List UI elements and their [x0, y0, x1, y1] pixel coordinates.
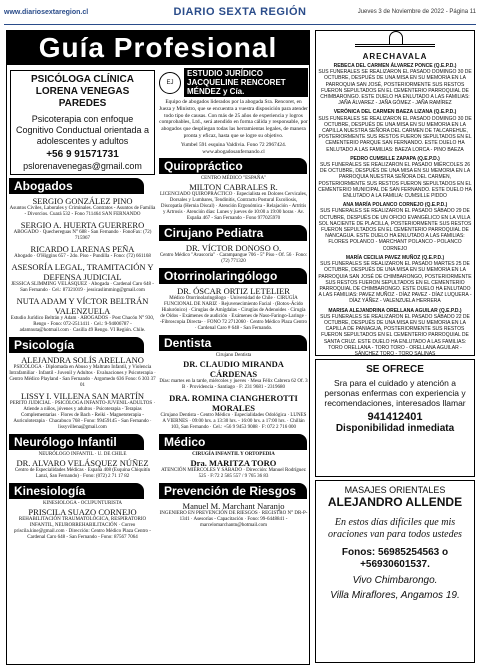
section-psicologia: Psicología — [9, 337, 144, 353]
header-rule — [4, 24, 476, 25]
lawyer-entry: RICARDO LARENAS PEÑA Abogado · O'Higgins 657 - 2do. Piso - Pundilla - Fono: (72) 661168 — [14, 244, 151, 259]
psychologist-desc: Psicoterapia con enfoque Cognitivo Conductual orientada a adolescentes y adultos — [15, 114, 150, 146]
law-firm-header — [159, 68, 308, 97]
obituary-entry: PEDRO CUMSILLE ZAPAPA (Q.E.P.D.) SUS FUNERALES SE REALIZARON EL PASADO MIÉRCOLES 26 DE OCTUBRE, DESPUÉS DE UNA MISA EN SU MEMORIA EN LA PARROQUIA NUESTRA SEÑORA DEL CARMEN, POSTERIORMENTE SUS RESTOS FUERON SEPULTADOS EN EL CEMENTERIO MUNICIPAL DE SAN FERNANDO. ESTE DUELO HA ENLUTADO A LA FAMILIA: CUMSILLE PIDDO — [318, 155, 472, 200]
site-url[interactable]: www.diariosextaregion.cl — [4, 9, 89, 16]
risk-prevention-entry: Manuel M. Marchant Naranjo INGENIERO EN PREVENCIÓN DE RIESGOS · REGISTRO N° DR-P-1341 · Asesorías - Capacitación · Fono: 99-6448841 - marcelomarchantn@hotmail.com — [159, 501, 308, 529]
section-medico: Médico — [159, 434, 307, 450]
obituary-entry: VERÓNICA DEL CARMEN BAEZA LIZANA (Q.E.P.D.) SUS FUNERALES SE REALIZARON EL PASADO DOMINGO 30 DE OCTUBRE, DESPUÉS DE UNA MISA EN SU MEMORIA EN LA CAPILLA NUESTRA SEÑORA DEL CARMEN DE TALCAREHUE, POSTERIORMENTE SUS RESTOS FUERON SEPULTADOS EN EL CEMENTERIO PARQUE SAN FERNANDO. ESTE DUELO HA ENLUTADO A LAS FAMILIAS: BAEZA LORCA - PINO BAEZA — [318, 109, 472, 153]
section-neurologo: Neurólogo Infantil — [9, 434, 144, 450]
psychology-entry: LISSY I. VILLENA SAN MARTÍN PERITO JUDICIAL · PSICÓLOGA INFANTO-JUVENIL-ADULTOS · Atiende a niños, jóvenes y adultos · Psicoterapia - Terapias Complementarias · Flores de Bach - Reiki - Magnetoterapia - Auriculoterapia · Chacabuco 768 - Fono: 99459145 - San Fernando · lissyvillena@gmail.com — [9, 391, 156, 430]
offer-heading: SE OFRECE — [366, 364, 424, 375]
law-firm-contact: Yumbel 591 esquina Valdivia. Fono 72 2967424. www.abogadosanfernando.cl — [180, 141, 287, 155]
doctor-entry: CIRUGÍA INFANTIL Y ORTOPEDIA Dra. MARITZA TORO ATENCIÓN MIÉRCOLES Y SÁBADO · Dirección: Manuel Rodríguez 525 · F:72 2 585 557 / 9 765 36 83 — [161, 452, 306, 480]
neurologist-entry: NEURÓLOGO INFANTIL · U. DE CHILE DR. ALVARO VELÁSQUEZ NÚÑEZ Centro de Especialidades Médicas · España 408 (Esquina Chiquitín Lanzi, San Fernando) · Fono: (072) 2 71 17 82 — [14, 452, 151, 479]
massage-address: Villa Miraflores, Angamos 19. — [330, 590, 460, 601]
obituaries — [315, 30, 475, 356]
kinesiology-entry: KINESIOLOGA - OCUPUNTURISTA PRISCILA SUAZO CORNEJO REHABILITACIÓN TRAUMATOLÓGICA, RESPIRATORIO INFANTIL, NEURORREHABILITACIÓN · Correo priscila.kine@gmail.com · Dirección: Centro Médico Plaza Centro - Cardenal Caro 648 - San Fernando - Fono: 87567 7064 — [14, 501, 151, 540]
obituary-entry: REBECA DEL CARMEN ÁLVAREZ PONCE (Q.E.P.D.) SUS FUNERALES SE REALIZARON EL PASADO DOMINGO 30 DE OCTUBRE, DESPUÉS DE UNA MISA EN SU MEMORIA EN LA PARROQUIA SAN JOSÉ, POSTERIORMENTE SUS RESTOS FUERON SEPULTADOS EN EL CEMENTERIO PARROQUIAL DE CHIMBARONGO. ESTE DUELO HA ENLUTADO A LAS FAMILIAS: JAÑA ÁLVAREZ - JAÑA GÓMEZ - JAÑA RAMÍREZ — [318, 63, 472, 107]
psychologist-phone: +56 9 91571731 — [46, 149, 119, 160]
massage-ad — [315, 480, 475, 663]
law-firm-name: ESTUDIO JURÍDICO JACQUELINE RENCORET MÉNDEZ y Cía. — [184, 68, 308, 97]
offer-phone: 941412401 — [367, 411, 423, 423]
guide-right-column — [159, 68, 308, 662]
offer-body: Sra para el cuidado y atención a personas enfermas con experiencia y recomendaciones, interesados llamar — [324, 378, 466, 408]
professional-guide — [6, 30, 310, 665]
law-firm-logo: EJ — [159, 72, 181, 94]
service-offer-ad — [315, 359, 475, 477]
guide-title: Guía Profesional — [7, 31, 309, 65]
section-dentista: Dentista — [159, 335, 307, 351]
obituary-entry: MARISA ALEJANDRINA ORELLANA AGUILAR (Q.E.P.D.) SUS FUNERALES SE REALIZARON EL PASADO SÁBADO 22 DE OCTUBRE, DESPUÉS DE UNA MISA EN SU MEMORIA EN LA CAPILLA DE PANIAGUA, POSTERIORMENTE SUS RESTOS FUERON SEPULTADOS EN EL CEMENTERIO PARROQUIAL DE SANTA CRUZ. ESTE DUELO HA ENLUTADO A LAS FAMILIAS: TORO ORELLANA - TORO TORO - ORELLANA AGUILAR - SÁNCHEZ TORO - TORO SALINAS — [320, 307, 470, 356]
lawyer-entry: SERGIO A. HUERTA GUERRERO ABOGADO · Quechereguas N° 688 - San Fernando · FonoFax: (72) 715967 — [13, 220, 152, 241]
dentist-entry: DRA. ROMINA CIANGHEROTTI MORALES Cirujano Dentista - Centro Médico · Especialidades Odológica · LUNES A VIERNES · 09:00 hrs. a 13:30 hrs. - 16:00 hrs. a 17:00 hrs. · Chillán 103, San Fernando · Cel.: +56 9 9453 9088 · F: 072 2 716 000 — [160, 393, 307, 431]
psychologist-email: pslorenavenegas@gmail.com — [23, 161, 142, 171]
pediatric-surgeon-entry: DR. VÍCTOR DONOSO O. Centro Médico "Avascoria" · Carampangue 706 - 5° Piso - Of. 56 · Fono: (72) 771320 — [159, 243, 308, 265]
right-sidebar — [315, 30, 475, 665]
chiropractor-entry: CENTRO MÉDICO "ESPAÑA" MILTON CABRALES R. LICENCIADO QUIROPRÁCTICO · Especialista en Dolores Cervicales, Dorsales y Lumbares, Tendinitis, Contractu Postural Escoliosis, Discopatía (Hernia Discal) · Atención Ergonómica - Relajación - Artritis y Artrosis · Atención días: Lunes y jueves de 10:00 a 19:00 horas · Av. España 467 - San Fernando - Fono 977025970 — [159, 176, 308, 222]
ent-doctor-entry: DR. ÓSCAR ORTIZ LETELIER Médico Otorrinolaringólogo · Universidad de Chile · CIRUGÍA FUNCIONAL DE NARIZ · Rejuvenecimiento Facial · (Botox-Ácido Hialurónico) · Cirugías de Amígdalas - Cirugías de Adenoides · Cirugía de Oídos - Exámenes de audición · Exámenes de Naso-Faringo-Laringe · -Fibroscopia Directa- · FONO 72 2712060 · Centro Médico Plaza Centro · Cardenal Caro # 648 - San Fernando. — [160, 286, 307, 332]
psychologist-ad — [10, 70, 155, 175]
law-firm-description: Equipo de abogados liderados por la abogada Sra. Rencoret, en Jueza y Ministro, que se encuentra a vuestra disposición para atender todo tipo de causas. Con más de 25 años de experiencia y logros comprobables, Ltd., será atendido en forma cálida y responsable, por abogados que despliegan todas las herramientas legales, de manera pronta y eficaz, hasta que se logre su objetivo. — [159, 99, 308, 139]
psychology-entry: ALEJANDRA SOLÍS ARELLANO PSICÓLOGA · Diplomada en Abuso y Maltrato Infantil, y Violencia Intrafamiliar · Infantil - Juvenil y Adultos · Evaluaciones y Psicoterapia · Centro Médico Playland - San Fernando · Argomedo 636 Fono: 6 303 37 01 — [9, 355, 156, 388]
lawyer-entry: ASESORÍA LEGAL, TRAMITACIÓN Y DEFENSA JUDICIAL JESSICA SLIMMING VELÁSQUEZ · Abogada · Cardenal Caro 648 - San Fernando · Cel.: 87321019 · jessicaslimming@gmail.com — [11, 262, 154, 293]
newspaper-name: DIARIO SEXTA REGIÓN — [173, 6, 307, 18]
cemetery-name: ARECHAVALA — [362, 52, 428, 61]
obituary-entry: MARÍA CECILIA PAVEZ MUÑOZ (Q.E.P.D.) SUS FUNERALES SE REALIZARON EL PASADO MARTES 25 DE OCTUBRE, DESPUÉS DE UNA MISA EN SU MEMORIA EN LA PARROQUIA SAN JOSÉ DE CHIMBARONGO, POSTERIORMENTE SUS RESTOS FUERON SEPULTADOS EN EL CEMENTERIO PARROQUIAL DE CHIMBARONGO. ESTE DUELO HA ENLUTADO A LAS FAMILIAS: PAVEZ MUÑOZ - DÍAZ PAVEZ - DÍAZ LUQUERA - DÍAZ YÁÑEZ - VALENZUELA HERRERA — [318, 254, 472, 305]
massage-message: En estos días difíciles que mis oraciones van para todos ustedes — [328, 517, 462, 540]
chapel-icon — [355, 33, 435, 47]
page-date: Jueves 3 de Noviembre de 2022 - Página 11 — [357, 9, 476, 15]
guide-left-column — [9, 68, 156, 662]
section-prevencion: Prevención de Riesgos — [159, 483, 307, 499]
offer-availability: Disponibilidad inmediata — [335, 423, 455, 434]
lawyer-entry: SERGIO GONZÁLEZ PINO Asuntos Civiles, Laborales y Criminales. Contratos - Asuntos de Familia - Divorcios. Cuará 532 - Fono 711464 SAN FERNANDO — [9, 196, 156, 217]
lawyer-entry: NUTA ADAM Y VÍCTOR BELTRÁN VALENZUELA Estudio Jurídico Beltrán y Adam · ABOGADOS · Post Chacón N° 930, Rengo - Fono: 072-2511411 · Cel.: 9-94006787 - adamnuta@hotmail.com · Casilla 49 Rengo. VI Región. Chile. — [10, 296, 155, 333]
section-quiropractico: Quiropráctico — [159, 158, 307, 174]
section-abogados: Abogados — [9, 178, 144, 194]
massage-phones: Fonos: 56985254563 o +56930601537. — [341, 547, 449, 570]
massage-name: ALEJANDRO ALLENDE — [327, 495, 463, 509]
massage-location: Vivo Chimbarongo. — [352, 575, 438, 586]
massage-heading: MASAJES ORIENTALES — [344, 485, 446, 495]
page-header — [0, 0, 480, 26]
cemetery-logo — [318, 33, 472, 61]
obituary-entry: ANA MARÍA POLANCO CORNEJO (Q.E.P.D.) SUS FUNERALES SE REALIZARON EL PASADO SÁBADO 29 DE OCTUBRE, DESPUÉS DE UN OFICIO EVANGÉLICO EN LA VILLA SOL NACIENTE DE PLACILLA, POSTERIORMENTE SUS RESTOS FUERON SEPULTADOS EN EL CEMENTERIO PARROQUIAL DE NANCAGUA. ESTE DUELO HA ENLUTADO A LAS FAMILIAS: FLORES POLANCO - MARCHANT POLANCO - POLANCO CORNEJO — [318, 202, 472, 252]
section-kinesiologia: Kinesiología — [9, 483, 144, 499]
section-otorrino: Otorrinolaringólogo — [159, 268, 307, 284]
psychologist-title: PSICÓLOGA CLÍNICA — [31, 74, 134, 85]
dentist-entry: Cirujano Dentista DR. CLAUDIO MIRANDA CÁRDENAS Días: martes en la tarde, miércoles y jueves · Mesa Félix Cabrera 62 Of. 3 B · Providencia - Santiago · F: 231 9681 - 2319680 — [159, 353, 308, 391]
section-cirujano-pediatra: Cirujano Pediatra — [159, 225, 307, 241]
psychologist-name: LORENA VENEGAS PAREDES — [35, 86, 130, 109]
